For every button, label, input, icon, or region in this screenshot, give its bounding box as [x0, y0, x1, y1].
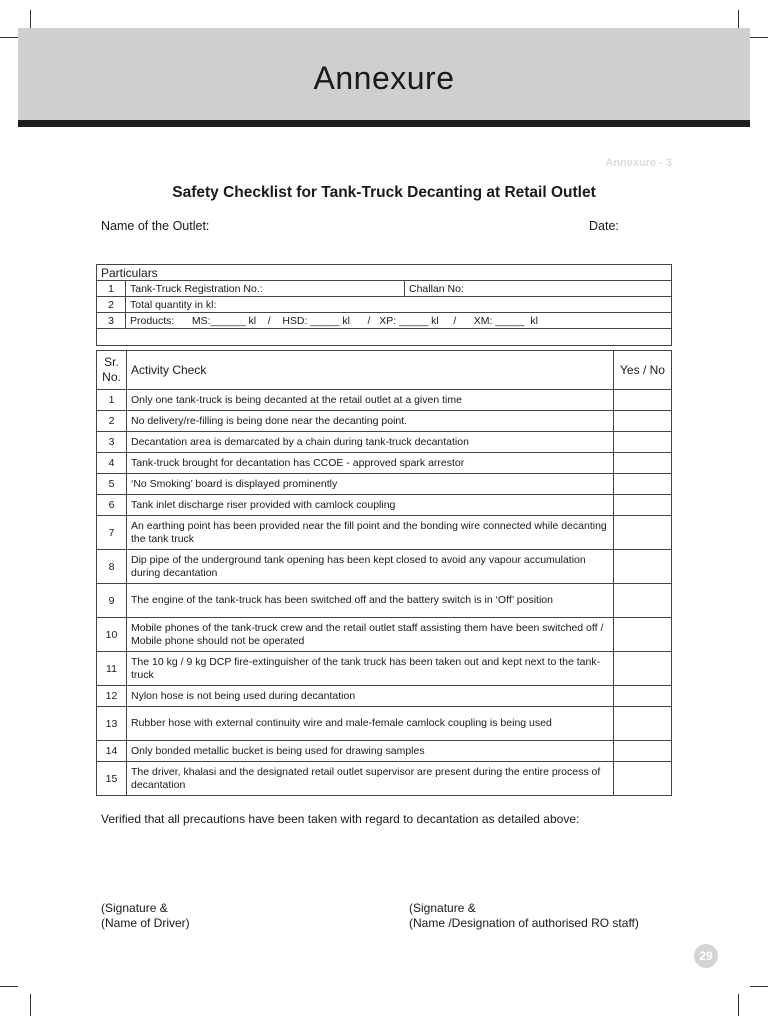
yes-no-cell[interactable] [614, 741, 672, 762]
crop-mark [738, 994, 739, 1016]
particulars-row [97, 313, 672, 329]
row-number: 5 [97, 474, 127, 495]
outlet-name-label: Name of the Outlet: [101, 219, 210, 233]
crop-mark [30, 994, 31, 1016]
activity-text: Rubber hose with external continuity wire and male-female camlock coupling is being used [127, 707, 614, 741]
yes-no-cell[interactable] [614, 584, 672, 618]
verification-statement: Verified that all precautions have been taken with regard to decantation as detailed above: [101, 812, 580, 826]
yes-no-header: Yes / No [614, 351, 672, 390]
activity-checklist-table [96, 350, 672, 796]
total-quantity-label: Total quantity in kl: [126, 297, 672, 313]
ro-staff-signature-block [409, 901, 639, 931]
table-row [97, 652, 672, 686]
crop-mark [750, 986, 768, 987]
yes-no-cell[interactable] [614, 495, 672, 516]
page-number-badge: 29 [694, 944, 718, 968]
yes-no-cell[interactable] [614, 432, 672, 453]
activity-text: Decantation area is demarcated by a chain during tank-truck decantation [127, 432, 614, 453]
row-number: 12 [97, 686, 127, 707]
row-number: 2 [97, 411, 127, 432]
header-rule [18, 120, 750, 127]
activity-text: The engine of the tank-truck has been switched off and the battery switch is in ‘Off’ position [127, 584, 614, 618]
no-header-line: No. [102, 370, 121, 384]
particulars-row [97, 281, 672, 297]
products-label: Products: MS:______ kl / HSD: _____ kl / XP: _____ kl / XM: _____ kl [126, 313, 672, 329]
table-row [97, 411, 672, 432]
table-row [97, 390, 672, 411]
activity-text: Dip pipe of the underground tank opening has been kept closed to avoid any vapour accumulation during decantation [127, 550, 614, 584]
particulars-heading: Particulars [97, 265, 672, 281]
driver-signature-block [101, 901, 190, 931]
yes-no-cell[interactable] [614, 762, 672, 796]
spacer-row [97, 329, 672, 346]
yes-no-cell[interactable] [614, 453, 672, 474]
yes-no-cell[interactable] [614, 516, 672, 550]
activity-text: No delivery/re-filling is being done near the decanting point. [127, 411, 614, 432]
row-number: 9 [97, 584, 127, 618]
row-number: 8 [97, 550, 127, 584]
yes-no-cell[interactable] [614, 618, 672, 652]
activity-text: Mobile phones of the tank-truck crew and the retail outlet staff assisting them have been switched off / Mobile phone should not be operated [127, 618, 614, 652]
driver-name-line: (Name of Driver) [101, 916, 190, 930]
ro-staff-signature-line: (Signature & [409, 901, 476, 915]
yes-no-cell[interactable] [614, 411, 672, 432]
yes-no-cell[interactable] [614, 390, 672, 411]
date-label: Date: [589, 219, 619, 233]
row-number: 13 [97, 707, 127, 741]
crop-mark [0, 37, 18, 38]
activity-text: Nylon hose is not being used during decantation [127, 686, 614, 707]
table-row [97, 686, 672, 707]
row-number: 11 [97, 652, 127, 686]
activity-text: Only one tank-truck is being decanted at the retail outlet at a given time [127, 390, 614, 411]
sr-no-header [97, 351, 127, 390]
activity-text: An earthing point has been provided near the fill point and the bonding wire connected while decanting the tank truck [127, 516, 614, 550]
activity-text: The driver, khalasi and the designated retail outlet supervisor are present during the entire process of decantation [127, 762, 614, 796]
activity-text: Tank inlet discharge riser provided with camlock coupling [127, 495, 614, 516]
table-row [97, 432, 672, 453]
challan-label: Challan No: [405, 281, 672, 297]
table-row [97, 550, 672, 584]
row-number: 15 [97, 762, 127, 796]
page-title: Annexure [313, 60, 455, 96]
particulars-header-row [97, 265, 672, 281]
row-number: 14 [97, 741, 127, 762]
row-number: 3 [97, 432, 127, 453]
table-row [97, 707, 672, 741]
table-row [97, 741, 672, 762]
activity-check-header: Activity Check [127, 351, 614, 390]
row-number: 4 [97, 453, 127, 474]
table-row [97, 495, 672, 516]
table-row [97, 584, 672, 618]
table-row [97, 474, 672, 495]
driver-signature-line: (Signature & [101, 901, 168, 915]
ro-staff-name-line: (Name /Designation of authorised RO staff) [409, 916, 639, 930]
row-number: 7 [97, 516, 127, 550]
table-row [97, 516, 672, 550]
spacer-cell [97, 329, 672, 346]
activity-text: Only bonded metallic bucket is being used for drawing samples [127, 741, 614, 762]
particulars-row-number: 2 [97, 297, 126, 313]
yes-no-cell[interactable] [614, 707, 672, 741]
particulars-row-number: 3 [97, 313, 126, 329]
yes-no-cell[interactable] [614, 550, 672, 584]
row-number: 6 [97, 495, 127, 516]
activity-text: The 10 kg / 9 kg DCP fire-extinguisher of the tank truck has been taken out and kept next to the tank-truck [127, 652, 614, 686]
yes-no-cell[interactable] [614, 686, 672, 707]
sr-header-line: Sr. [104, 355, 119, 369]
crop-mark [0, 986, 18, 987]
particulars-row-number: 1 [97, 281, 126, 297]
row-number: 1 [97, 390, 127, 411]
table-row [97, 618, 672, 652]
annexure-tag: Annexure - 3 [605, 157, 672, 169]
particulars-table [96, 264, 672, 346]
checklist-header-row [97, 351, 672, 390]
activity-text: ‘No Smoking’ board is displayed prominently [127, 474, 614, 495]
particulars-row [97, 297, 672, 313]
row-number: 10 [97, 618, 127, 652]
crop-mark [750, 37, 768, 38]
document-title: Safety Checklist for Tank-Truck Decanting at Retail Outlet [172, 184, 596, 201]
table-row [97, 453, 672, 474]
registration-label: Tank-Truck Registration No.: [126, 281, 405, 297]
yes-no-cell[interactable] [614, 474, 672, 495]
activity-text: Tank-truck brought for decantation has CCOE - approved spark arrestor [127, 453, 614, 474]
table-row [97, 762, 672, 796]
yes-no-cell[interactable] [614, 652, 672, 686]
